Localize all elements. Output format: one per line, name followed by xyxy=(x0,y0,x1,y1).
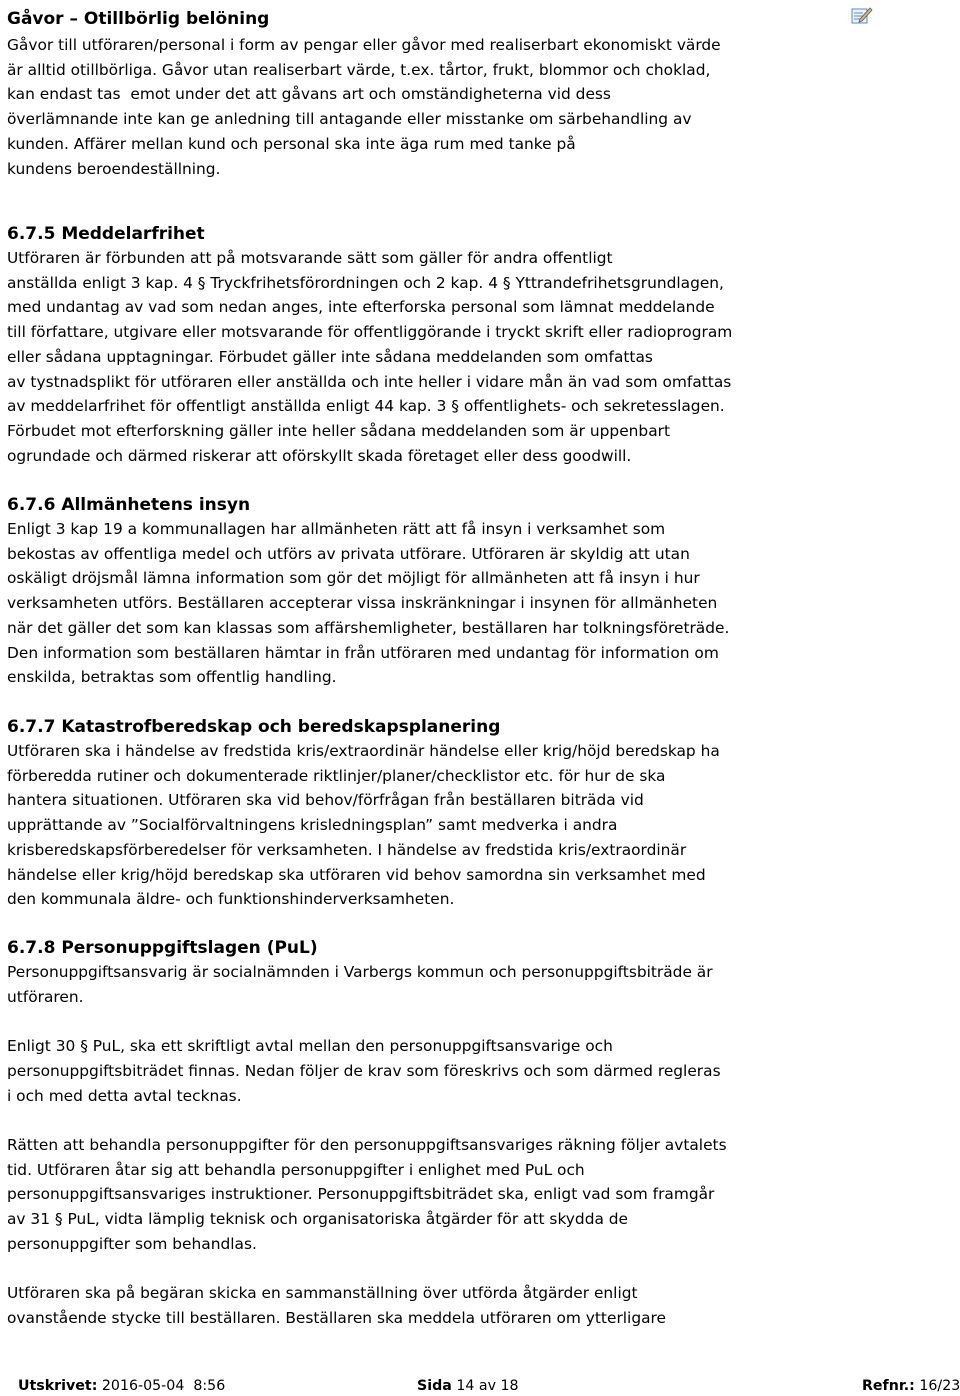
section-heading: Gåvor – Otillbörlig belöning xyxy=(7,9,270,29)
paragraph-line: ogrundade och därmed riskerar att oförskyllt skada företaget eller dess goodwill. xyxy=(7,446,632,465)
paragraph-line: till författare, utgivare eller motsvarande för offentliggörande i tryckt skrift eller radioprogram xyxy=(7,323,733,342)
paragraph-line: av tystnadsplikt för utföraren eller anställda och inte heller i vidare mån än vad som omfattas xyxy=(7,372,732,391)
paragraph-line: upprättande av ”Socialförvaltningens krisledningsplan” samt medverka i andra xyxy=(7,816,618,835)
paragraph-line: händelse eller krig/höjd beredskap ska utföraren vid behov samordna sin verksamhet med xyxy=(7,865,706,884)
footer-page-value: 14 av 18 xyxy=(456,1378,519,1394)
paragraph-line: av 31 § PuL, vidta lämplig teknisk och organisatoriska åtgärder för att skydda de xyxy=(7,1210,629,1228)
section-pul xyxy=(7,936,907,1331)
paragraph-line: Personuppgiftsansvarig är socialnämnden i Varbergs kommun och personuppgiftsbiträde är xyxy=(7,963,713,981)
paragraph-line: utföraren. xyxy=(7,987,84,1006)
paragraph-line: den kommunala äldre- och funktionshinderverksamheten. xyxy=(7,890,455,909)
paragraph-line: personuppgiftsansvariges instruktioner. Personuppgiftsbiträdet ska, enligt vad som framgår xyxy=(7,1185,715,1204)
paragraph-line: ovanstående stycke till beställaren. Beställaren ska meddela utföraren om ytterligare xyxy=(7,1308,666,1327)
paragraph-line: eller sådana upptagningar. Förbudet gäller inte sådana meddelanden som omfattas xyxy=(7,347,653,366)
paragraph-line: personuppgifter som behandlas. xyxy=(7,1234,257,1253)
paragraph-line: Utföraren är förbunden att på motsvarande sätt som gäller för andra offentligt xyxy=(7,249,613,267)
footer-page-label: Sida xyxy=(417,1378,452,1394)
paragraph-line: är alltid otillbörliga. Gåvor utan realiserbart värde, t.ex. tårtor, frukt, blommor och choklad, xyxy=(7,60,711,79)
paragraph-line: Enligt 30 § PuL, ska ett skriftligt avtal mellan den personuppgiftsansvarige och xyxy=(7,1037,613,1056)
paragraph-line: anställda enligt 3 kap. 4 § Tryckfrihetsförordningen och 2 kap. 4 § Yttrandefrihetsgrundlagen, xyxy=(7,273,724,292)
section-heading: 6.7.6 Allmänhetens insyn xyxy=(7,495,251,515)
paragraph-line: personuppgiftsbiträdet finnas. Nedan följer de krav som föreskrivs och som därmed regleras xyxy=(7,1061,721,1080)
paragraph-line: när det gäller det som kan klassas som affärshemligheter, beställaren har tolkningsföreträde. xyxy=(7,618,730,637)
paragraph-line: enskilda, betraktas som offentlig handling. xyxy=(7,668,337,687)
paragraph-line: med undantag av vad som nedan anges, inte efterforska personal som lämnat meddelande xyxy=(7,298,715,317)
footer-printed-value: 2016-05-04 8:56 xyxy=(101,1378,226,1394)
paragraph-line: hantera situationen. Utföraren ska vid behov/förfrågan från beställaren biträda vid xyxy=(7,791,644,810)
paragraph-line: bekostas av offentliga medel och utförs av privata utförare. Utföraren är skyldig att utan xyxy=(7,544,690,563)
paragraph-line: Rätten att behandla personuppgifter för den personuppgiftsansvariges räkning följer avtalets xyxy=(7,1135,727,1154)
paragraph-line: oskäligt dröjsmål lämna information som gör det möjligt för allmänheten att få insyn i hur xyxy=(7,569,700,588)
paragraph-line: Den information som beställaren hämtar in från utföraren med undantag för information om xyxy=(7,643,719,662)
footer-printed xyxy=(18,1376,225,1396)
paragraph-line: förberedda rutiner och dokumenterade riktlinjer/planer/checklistor etc. för hur de ska xyxy=(7,766,666,785)
paragraph-line: av meddelarfrihet för offentligt anställda enligt 44 kap. 3 § offentlighets- och sekretesslagen. xyxy=(7,397,725,416)
paragraph-line: överlämnande inte kan ge anledning till antagande eller misstanke om särbehandling av xyxy=(7,110,692,129)
footer-printed-label: Utskrivet: xyxy=(18,1378,98,1394)
section-gifts xyxy=(7,8,907,181)
footer-ref-value: 16/23 xyxy=(919,1378,960,1394)
paragraph-line: i och med detta avtal tecknas. xyxy=(7,1086,242,1105)
paragraph-line: tid. Utföraren åtar sig att behandla personuppgifter i enlighet med PuL och xyxy=(7,1160,585,1179)
paragraph-line: Enligt 3 kap 19 a kommunallagen har allmänheten rätt att få insyn i verksamhet som xyxy=(7,520,666,538)
paragraph-line: kunden. Affärer mellan kund och personal ska inte äga rum med tanke på xyxy=(7,134,576,153)
footer-page xyxy=(417,1376,519,1396)
paragraph-line: kundens beroendeställning. xyxy=(7,159,221,178)
paragraph-line: Gåvor till utföraren/personal i form av pengar eller gåvor med realiserbart ekonomiskt värde xyxy=(7,36,721,54)
section-insyn xyxy=(7,493,907,690)
section-heading: 6.7.7 Katastrofberedskap och beredskapsplanering xyxy=(7,717,501,737)
paragraph-line: Utföraren ska på begäran skicka en sammanställning över utförda åtgärder enligt xyxy=(7,1284,638,1303)
paragraph-line: Utföraren ska i händelse av fredstida kris/extraordinär händelse eller krig/höjd beredskap ha xyxy=(7,742,720,760)
paragraph-line: Förbudet mot efterforskning gäller inte heller sådana meddelanden som är uppenbart xyxy=(7,421,670,440)
section-katastrof xyxy=(7,715,907,912)
paragraph-line: krisberedskapsförberedelser för verksamheten. I händelse av fredstida kris/extraordinär xyxy=(7,840,687,859)
section-heading: 6.7.8 Personuppgiftslagen (PuL) xyxy=(7,938,318,958)
paragraph-line: verksamheten utförs. Beställaren accepterar vissa inskränkningar i insynen för allmänheten xyxy=(7,594,718,613)
section-heading: 6.7.5 Meddelarfrihet xyxy=(7,224,205,244)
footer-ref-label: Refnr.: xyxy=(862,1378,915,1394)
paragraph-line: kan endast tas emot under det att gåvans art och omständigheterna vid dess xyxy=(7,85,611,104)
section-meddelarfrihet xyxy=(7,222,907,468)
footer-ref xyxy=(862,1376,960,1396)
